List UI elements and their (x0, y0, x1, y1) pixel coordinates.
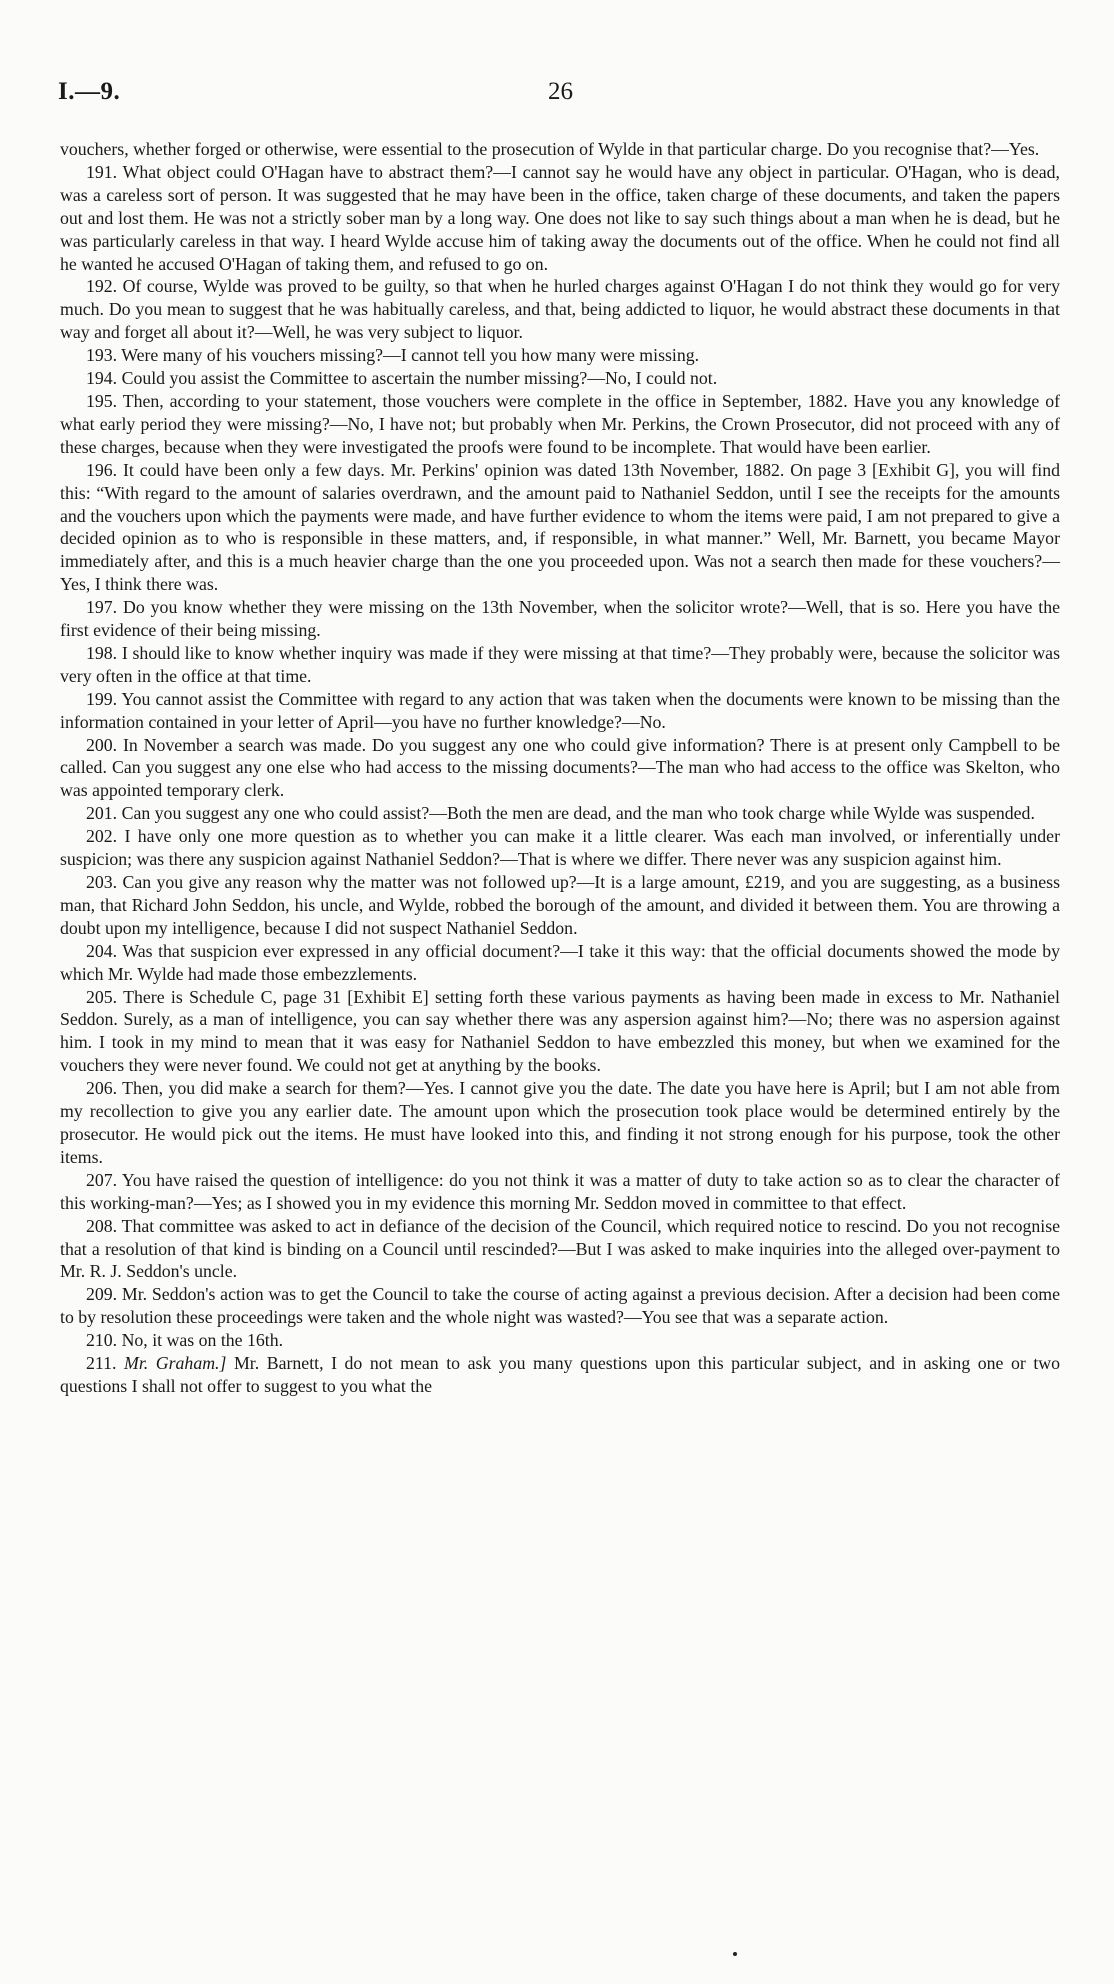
document-body (60, 138, 1060, 1398)
question-number: 200. (86, 734, 118, 755)
paragraph-text: Do you know whether they were missing on the 13th November, when the solicitor wrote?—Well, that is so. Here you have the first evidence of their being missing. (60, 597, 1060, 641)
document-id: I.—9. (58, 78, 121, 105)
paragraph-text: Can you suggest any one who could assist?—Both the men are dead, and the man who took charge while Wylde was suspended. (121, 803, 1035, 824)
question-number: 192. (86, 276, 118, 297)
question-number: 201. (86, 803, 118, 824)
paragraph-text: No, it was on the 16th. (121, 1330, 284, 1351)
paragraph-continuation (60, 138, 1060, 161)
question-number: 195. (86, 390, 118, 411)
question-number: 199. (86, 688, 118, 709)
paragraph-text: In November a search was made. Do you suggest any one who could give information? There is at present only Campbell to be called. Can you suggest any one else who had access to the missing documents?—The man who had access to the office was Skelton, who was appointed temporary clerk. (60, 734, 1060, 801)
question-207 (60, 1169, 1060, 1215)
question-195 (60, 390, 1060, 459)
question-198 (60, 642, 1060, 688)
question-number: 198. (86, 642, 118, 663)
question-number: 207. (86, 1169, 118, 1190)
question-203 (60, 871, 1060, 940)
question-number: 202. (86, 826, 118, 847)
question-number: 210. (86, 1330, 118, 1351)
paragraph-text: Was that suspicion ever expressed in any official document?—I take it this way: that the official documents showed the mode by which Mr. Wylde had made those embezzlements. (60, 940, 1060, 984)
paragraph-text: Mr. Barnett, I do not mean to ask you many questions upon this particular subject, and in asking one or two questions I shall not offer to suggest to you what the (60, 1353, 1061, 1396)
paragraph-text: It could have been only a few days. Mr. Perkins' opinion was dated 13th November, 1882. On page 3 [Exhibit G], you will find this: “With regard to the amount of salaries overdrawn, and the amount paid to Nathaniel Seddon, until I see the receipts for the amounts and the vouchers upon which the payments were made, and have further evidence to whom the items were paid, I am not prepared to give a decided opinion as to who is responsible in these matters, and, if responsible, in what manner.” Well, Mr. Barnett, you became Mayor immediately after, and this is a much heavier charge than the one you proceeded upon. Was not a search then made for these vouchers?—Yes, I think there was. (60, 459, 1060, 595)
question-210 (60, 1329, 1060, 1352)
question-number: 208. (86, 1215, 118, 1236)
question-number: 193. (86, 345, 118, 366)
page-header (58, 78, 1058, 118)
question-204 (60, 940, 1060, 986)
question-196 (60, 459, 1060, 596)
paragraph-text: I should like to know whether inquiry was made if they were missing at that time?—They probably were, because the solicitor was very often in the office at that time. (60, 642, 1060, 686)
paragraph-text: That committee was asked to act in defiance of the decision of the Council, which required notice to rescind. Do you not recognise that a resolution of that kind is binding on a Council until rescinded?—But I was asked to make inquiries into the alleged over-payment to Mr. R. J. Seddon's uncle. (60, 1215, 1061, 1282)
question-number: 211. (86, 1353, 117, 1374)
question-199 (60, 688, 1060, 734)
question-200 (60, 734, 1060, 803)
paragraph-text: Were many of his vouchers missing?—I cannot tell you how many were missing. (121, 345, 700, 366)
question-201 (60, 802, 1060, 825)
question-number: 205. (86, 986, 118, 1007)
paragraph-text: Could you assist the Committee to ascertain the number missing?—No, I could not. (121, 368, 718, 389)
speaker-name: Mr. Graham.] (124, 1353, 227, 1374)
question-208 (60, 1215, 1060, 1284)
question-number: 196. (86, 459, 118, 480)
page-mark (733, 1952, 737, 1956)
paragraph-text: You cannot assist the Committee with regard to any action that was taken when the documents were known to be missing than the information contained in your letter of April—you have no further knowledge?—No. (60, 688, 1060, 732)
question-211 (60, 1352, 1060, 1398)
question-number: 197. (86, 597, 118, 618)
question-197 (60, 596, 1060, 642)
question-193 (60, 344, 1060, 367)
question-192 (60, 275, 1060, 344)
question-205 (60, 986, 1060, 1078)
question-number: 209. (86, 1284, 118, 1305)
question-206 (60, 1077, 1060, 1169)
paragraph-text: There is Schedule C, page 31 [Exhibit E] setting forth these various payments as having been made in excess to Mr. Nathaniel Seddon. Surely, as a man of intelligence, you can say whether there was any aspersion against him?—No; there was no aspersion against him. I took in my mind to mean that it was easy for Nathaniel Seddon to have embezzled this money, but when we examined for the vouchers they were never found. We could not get at anything by the books. (60, 986, 1060, 1076)
paragraph-text: Then, you did make a search for them?—Yes. I cannot give you the date. The date you have here is April; but I am not able from my recollection to give you any earlier date. The amount upon which the prosecution took place would be determined entirely by the prosecutor. He would pick out the items. He must have looked into this, and finding it not strong enough for his purpose, took the other items. (60, 1078, 1060, 1167)
paragraph-text: You have raised the question of intelligence: do you not think it was a matter of duty to take action so as to clear the character of this working-man?—Yes; as I showed you in my evidence this morning Mr. Seddon moved in committee to that effect. (60, 1169, 1060, 1213)
question-191 (60, 161, 1060, 276)
question-number: 191. (86, 161, 118, 182)
question-194 (60, 367, 1060, 390)
paragraph-text: Mr. Seddon's action was to get the Council to take the course of acting against a previous decision. After a decision had been come to by resolution these proceedings were taken and the whole night was wasted?—You see that was a separate action. (60, 1284, 1060, 1328)
paragraph-text: What object could O'Hagan have to abstract them?—I cannot say he would have any object in particular. O'Hagan, who is dead, was a careless sort of person. It was suggested that he may have been in the office, taken charge of these documents, and taken the papers out and lost them. He was not a strictly sober man by a long way. One does not like to say such things about a man when he is dead, but he was particularly careless in that way. I heard Wylde accuse him of taking away the documents out of the office. When he could not find all he wanted he accused O'Hagan of taking them, and refused to go on. (60, 161, 1061, 274)
question-number: 204. (86, 940, 118, 961)
question-number: 203. (86, 872, 118, 892)
paragraph-text: Of course, Wylde was proved to be guilty, so that when he hurled charges against O'Hagan I do not think they would go for very much. Do you mean to suggest that he was habitually careless, and that, being addicted to liquor, he would abstract these documents in that way and forget all about it?—Well, he was very subject to liquor. (60, 276, 1060, 343)
paragraph-text: vouchers, whether forged or otherwise, were essential to the prosecution of Wylde in that particular charge. Do you recognise that?—Yes. (60, 139, 1040, 159)
paragraph-text: Can you give any reason why the matter was not followed up?—It is a large amount, £219, and you are suggesting, as a business man, that Richard John Seddon, his uncle, and Wylde, robbed the borough of the amount, and divided it between them. You are throwing a doubt upon my intelligence, because I did not suspect Nathaniel Seddon. (60, 872, 1060, 938)
question-202 (60, 825, 1060, 871)
paragraph-text: Then, according to your statement, those vouchers were complete in the office in September, 1882. Have you any knowledge of what early period they were missing?—No, I have not; but probably when Mr. Perkins, the Crown Prosecutor, did not proceed with any of these charges, because when they were investigated the proofs were found to be incomplete. That would have been earlier. (60, 390, 1061, 457)
page-number: 26 (548, 78, 573, 105)
question-number: 206. (86, 1078, 118, 1099)
question-number: 194. (86, 368, 118, 389)
question-209 (60, 1283, 1060, 1329)
paragraph-text: I have only one more question as to whether you can make it a little clearer. Was each man involved, or inferentially under suspicion; was there any suspicion against Nathaniel Seddon?—That is where we differ. There never was any suspicion against him. (60, 826, 1060, 870)
